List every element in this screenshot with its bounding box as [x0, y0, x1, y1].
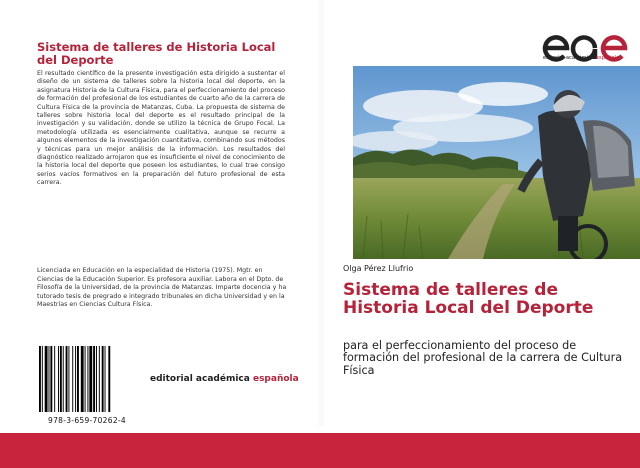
back-cover: [0, 0, 318, 426]
logo-caption-main: editorial académica: [542, 55, 596, 61]
cover-photo: [353, 66, 640, 259]
back-cover-title: Sistema de talleres de Historia Local del Deporte: [37, 40, 276, 67]
back-cover-abstract: El resultado científico de la presente investigación esta dirigido a sustentar el diseño de un sistema de talleres sobre la historia local del deporte, en la asignatura Historia de la Cultura Física, para el perfeccionamiento del proceso de formación del profesional de los estudiantes de cuarto año de la carrera de Cultura Física de la provincia de Matanzas, Cuba. La propuesta de sistema de talleres sobre historia local del deporte es el resultado principal de la investigación y su validación, donde se utilizo la técnica de Grupo Focal. La metodología utilizada es esencialmente cualitativa, aunque se recurre a algunos elementos de la investigación cuantitativa, combinando sus métodos y técnicas para un mejor análisis de la información. Los resultados del diagnóstico realizado arrojaron que es insuficiente el nivel de conocimiento de la historia local del deporte que poseen los estudiantes, lo cual trae consigo serios vacíos formativos en la preparación del futuro profesional de esta carrera.: [37, 70, 285, 187]
logo-caption: [531, 55, 631, 61]
publisher-name-accent: española: [252, 374, 299, 384]
publisher-name: [150, 374, 299, 384]
publisher-name-main: editorial académica: [150, 374, 253, 384]
front-cover-subtitle: para el perfeccionamiento del proceso de formación del profesional de la carrera de Cultura Física: [343, 339, 623, 377]
isbn-number: 978-3-659-70262-4: [48, 416, 126, 425]
cyclist-photo-icon: [353, 66, 640, 259]
author-bio: Licenciada en Educación en la especialidad de Historia (1975). Mgtr. en Ciencias de la Educación Superior. Es profesora auxiliar. Labora en el Dpto. de Filosofía de la Universidad, de la provincia de Matanzas. Imparte docencia y ha tutorado tesis de pregrado e integrado tribunales en dicha Universidad y en la Maestrías en Ciencias Cultura Física.: [37, 267, 287, 309]
isbn-barcode-block: [37, 346, 137, 432]
logo-caption-accent: española: [595, 55, 620, 61]
eae-logo-icon: [537, 28, 637, 68]
front-cover: [324, 0, 640, 426]
front-cover-title: Sistema de talleres de Historia Local del Deporte: [343, 280, 594, 318]
barcode-icon: [37, 346, 137, 412]
bottom-red-band: [0, 433, 640, 468]
author-name: Olga Pérez Llufrio: [343, 264, 414, 273]
